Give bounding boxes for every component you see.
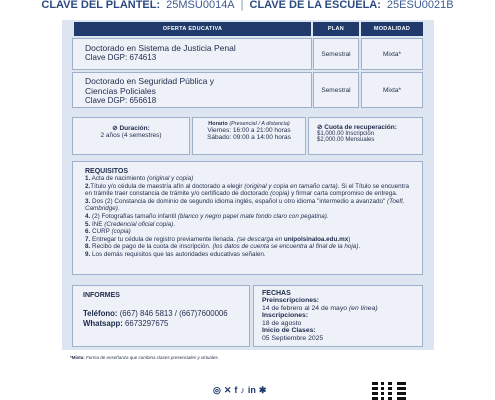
duracion-value: 2 años (4 semestres) — [100, 132, 162, 139]
footnote-text: Forma de enseñanza que combina clases presenciales y virtuales. — [84, 355, 219, 360]
requisitos-list — [85, 175, 410, 259]
program-name-line1: Doctorado en Seguridad Pública y — [85, 76, 214, 86]
tiktok-icon[interactable]: ♪ — [240, 385, 245, 395]
plan-value: Semestral — [321, 86, 351, 94]
phone-value: (667) 846 5813 / (667)7600006 — [119, 309, 228, 318]
preinscripciones-value: 14 de febrero al 24 de mayo — [262, 304, 348, 312]
requisito-item: 2.Título y/o cédula de maestría afín al doctorado a elegir (original y copia en tamaño carta). Si el Título se encuentra en trámite traer constancia de trámite y/o certificado de doctorado (copia) y firmar carta compromiso de entrega. — [85, 182, 410, 198]
mode-value: Mixta* — [382, 50, 402, 58]
informes-title: INFORMES — [83, 292, 120, 299]
horario-note: (Presencial / A distancia) — [229, 121, 290, 127]
facebook-icon[interactable]: f — [234, 385, 238, 395]
qr-code — [372, 380, 406, 400]
horario-line1: Viernes: 16:00 a 21:00 horas — [207, 127, 291, 134]
phone-label: Teléfono: — [83, 309, 118, 318]
header-claves — [0, 0, 495, 14]
program-cell-2 — [72, 72, 312, 108]
cuota-label: ⊘ Cuota de recuperación: — [317, 124, 397, 131]
requisito-item: 9. Los demás requisitos que las autoridades educativas señalen. — [85, 250, 266, 258]
fechas-box — [253, 285, 423, 347]
mode-value: Mixta* — [382, 86, 402, 94]
mode-cell-1 — [361, 38, 423, 70]
content-panel — [62, 20, 434, 350]
inscripciones-value: 18 de agosto — [262, 319, 302, 327]
col-plan-header: PLAN — [313, 22, 359, 36]
whatsapp-label: Whatsapp: — [83, 318, 123, 328]
requisito-item: 8. Recibo de pago de la cuota de inscripción. (los datos de cuenta se encuentra al final de la hoja). — [85, 243, 361, 251]
requisitos-box — [72, 161, 423, 275]
program-name-line2: Ciencias Policiales — [85, 86, 156, 96]
money-icon: ⊘ — [317, 124, 323, 131]
program-clave: Clave DGP: 656618 — [85, 96, 157, 105]
requisito-item: 7. Entregar tu cédula de registro previamente llenada. (se descarga en unipolsinaloa.edu.mx) — [85, 235, 351, 243]
mode-cell-2 — [361, 72, 423, 108]
plantel-label: CLAVE DEL PLANTEL: — [41, 0, 161, 11]
inscripciones-label: Inscripciones: — [262, 312, 309, 320]
linkedin-icon[interactable]: in — [247, 385, 256, 395]
horario-label: Horario — [208, 121, 228, 127]
whatsapp-value: 6673297675 — [125, 318, 169, 328]
preinscripciones-note: (en línea) — [348, 304, 378, 312]
header-separator: | — [240, 0, 244, 11]
cuota-line2: $2,000.00 Mensuales — [317, 137, 375, 143]
cuota-box — [308, 117, 423, 155]
requisito-item: 5. INE (Credencial oficial copia). — [85, 220, 175, 228]
horario-line2: Sábado: 09:00 a 14:00 horas — [207, 134, 291, 141]
social-icons — [213, 385, 266, 396]
footnote-mark: *Mixta: — [70, 355, 85, 360]
clock-icon: ⊘ — [112, 125, 118, 132]
program-cell-1 — [72, 38, 312, 70]
horario-box — [192, 117, 306, 155]
duracion-label: ⊘ Duración: — [112, 125, 150, 132]
instagram-icon[interactable]: ◎ — [213, 385, 221, 395]
inicio-value: 05 Septiembre 2025 — [262, 334, 324, 342]
col-modalidad-header: MODALIDAD — [361, 22, 423, 36]
plan-cell-2 — [313, 72, 359, 108]
duracion-box — [72, 117, 190, 155]
col-oferta-header: OFERTA EDUCATIVA — [74, 22, 311, 36]
requisito-item: 4. (2) Fotografías tamaño infantil (blanco y negro papel mate fondo claro con pegatina). — [85, 212, 329, 220]
program-name: Doctorado en Sistema de Justicia Penal — [85, 43, 236, 53]
plantel-value: 25MSU0014A — [166, 0, 235, 11]
plan-cell-1 — [313, 38, 359, 70]
fechas-title: FECHAS — [262, 290, 291, 297]
escuela-value: 25ESU0021B — [386, 0, 454, 11]
inicio-label: Inicio de Clases: — [262, 327, 316, 335]
requisitos-title: REQUISITOS — [85, 168, 129, 175]
x-icon[interactable]: ✕ — [223, 385, 232, 395]
requisito-item: 1. Acta de nacimiento (original y copia) — [85, 175, 194, 182]
requisito-item: 6. CURP (copia) — [85, 228, 131, 236]
footnote — [70, 355, 219, 360]
program-clave: Clave DGP: 674613 — [85, 53, 157, 62]
requisito-item: 3. Dos (2) Constancia de dominio de segundo idioma inglés, español u otro idioma "intermedio a avanzado" (Toefl, Cambridge). — [85, 197, 405, 213]
preinscripciones-label: Preinscripciones: — [262, 297, 320, 304]
cuota-line1: $1,000.00 Inscripción — [317, 131, 375, 137]
plan-value: Semestral — [321, 50, 351, 58]
threads-icon[interactable]: ✱ — [258, 385, 267, 395]
escuela-label: CLAVE DE LA ESCUELA: — [249, 0, 381, 11]
informes-box — [72, 285, 250, 347]
